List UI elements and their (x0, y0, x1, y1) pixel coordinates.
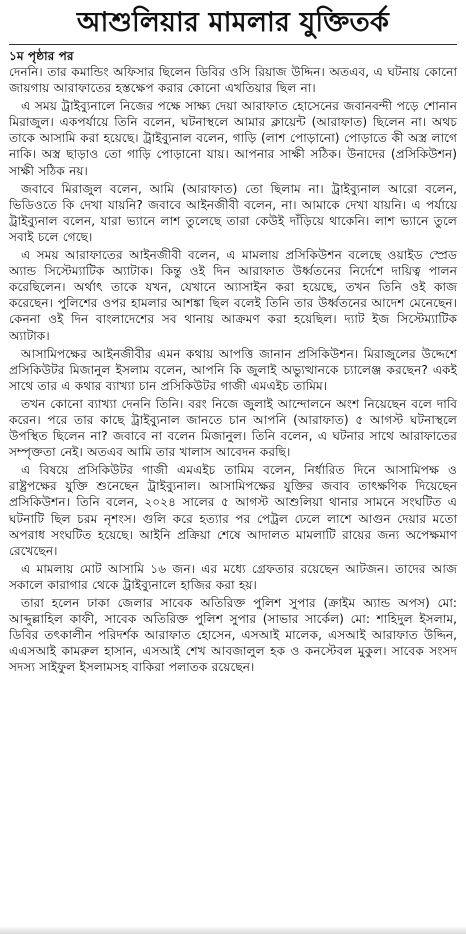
article-paragraph: এ সময় আরাফাতের আইনজীবী বলেন, এ মামলায় প্রসিকিউশন বলেছে ওয়াইড স্প্রেড অ্যান্ড সিস্টেম্যাটিক অ্যাটাক। কিন্তু ওই দিন আরাফাত উর্ধ্বতনের নির্দেশে দায়িত্ব পালন করেছিলেন। অর্থাৎ তাকে যখন, যেখানে অ্যাসাইন করা হয়েছে, তখন তিনি ওই কাজ করেছেন। পুলিশের ওপর হামলার আশঙ্কা ছিল বলেই তিনি তার উর্ধ্বতনের আদেশ মেনেছেন। কেননা ওই দিন বাংলাদেশের সব থানায় আক্রমণ করা হয়েছিল। দ্যাট ইজ সিস্টেম্যাটিক অ্যাটাক। (9, 248, 457, 343)
article-paragraph: এ বিষয়ে প্রসিকিউটর গাজী এমএইচ তামিম বলেন, নির্ধারিত দিনে আসামিপক্ষ ও রাষ্ট্রপক্ষের যুক্তি শুনেছেন ট্রাইব্যুনাল। আসামিপক্ষের যুক্তির জবাব তাৎক্ষণিক দিয়েছেন প্রসিকিউশন। তিনি বলেন, ২০২৪ সালের ৫ আগস্ট আশুলিয়া থানার সামনে সংঘটিত এ ঘটনাটি ছিল চরম নৃশংস। গুলি করে হত্যার পর পেট্রল ঢেলে লাশে আগুন দেয়ার মতো অপরাধ সংঘটিত হয়েছে। আইনি প্রক্রিয়া শেষে আদালত মামলাটি রায়ের জন্য অপেক্ষমাণ রেখেছেন। (9, 463, 457, 558)
article-paragraph: দেননি। তার কমান্ডিং অফিসার ছিলেন ডিবির ওসি রিয়াজ উদ্দিন। অতএব, এ ঘটনায় কোনো জায়গায় আরাফাতের হস্তক্ষেপ করার কোনো এখতিয়ার ছিল না। (9, 65, 457, 96)
article-paragraph: তারা হলেন ঢাকা জেলার সাবেক অতিরিক্ত পুলিশ সুপার (ক্রাইম অ্যান্ড অপস) মো: আব্দুল্লাহিল কাফী, সাবেক অতিরিক্ত পুলিশ সুপার (সাভার সার্কেল) মো: শাহিদুল ইসলাম, ডিবির তৎকালীন পরিদর্শক আরাফাত হোসেন, এসআই মালেক, এসআই আরাফাত উদ্দিন, এএসআই কামরুল হাসান, এসআই শেখ আবজালুল হক ও কনস্টেবল মুকুল। সাবেক সংসদ সদস্য সাইফুল ইসলামসহ বাকিরা পলাতক রয়েছেন। (9, 596, 457, 675)
article-paragraph: আসামিপক্ষের আইনজীবীর এমন কথায় আপত্তি জানান প্রসিকিউশন। মিরাজুলের উদ্দেশে প্রসিকিউটর মিজানুল ইসলাম বলেন, আপনি কি জুলাই অভ্যুত্থানকে চ্যালেঞ্জ করছেন? একই সাথে তার এ কথার ব্যাখ্যা চান প্রসিকিউটর গাজী এমএইচ তামিম। (9, 346, 457, 393)
article-paragraph: এ সময় ট্রাইব্যুনালে নিজের পক্ষে সাক্ষ্য দেয়া আরাফাত হোসেনের জবানবন্দী পড়ে শোনান মিরাজুল। একপর্যায়ে তিনি বলেন, ঘটনাস্থলে আমার ক্লায়েন্ট (আরাফাত) ছিলেন না। অথচ তাকে আসামি করা হয়েছে। ট্রাইব্যুনাল বলেন, গাড়ি (লাশ পোড়ানো) পোড়াতে কী অস্ত্র লাগে নাকি। অস্ত্র ছাড়াও তো গাড়ি পোড়ানো যায়। আপনার সাক্ষী সঠিক। উনাদের (প্রসিকিউশন) সাক্ষী সঠিক নয়। (9, 99, 457, 178)
article-paragraph: এ মামলায় মোট আসামি ১৬ জন। এর মধ্যে গ্রেফতার রয়েছেন আটজন। তাদের আজ সকালে কারাগার থেকে ট্রাইব্যুনালে হাজির করা হয়। (9, 561, 457, 592)
page-bottom-edge (0, 926, 466, 934)
article-paragraph: জবাবে মিরাজুল বলেন, আমি (আরাফাত) তো ছিলাম না। ট্রাইব্যুনাল আরো বলেন, ভিডিওতে কি দেখা যায়নি? জবাবে আইনজীবী বলেন, না। আমাকে দেখা যায়নি। এ পর্যায়ে ট্রাইব্যুনাল বলেন, যারা ভ্যানে লাশ তুলেছে তারা কেউই দাঁড়িয়ে থাকেনি। লাশ ভ্যানে তুলে সবাই চলে গেছে। (9, 181, 457, 244)
continued-from-label: ১ম পৃষ্ঠার পর (9, 49, 74, 63)
article-paragraph: তখন কোনো ব্যাখ্যা দেননি তিনি। বরং নিজে জুলাই আন্দোলনে অংশ নিয়েছেন বলে দাবি করেন। পরে তার কাছে ট্রাইব্যুনাল জানতে চান আপনি (আরাফাত) ৫ আগস্ট ঘটনাস্থলে উপস্থিত ছিলেন না? জবাবে না বলেন মিজানুল। তিনি বলেন, এ ঘটনার সাথে আরাফাতের সম্পৃক্ততা নেই। অতএব আমি তার খালাস আবেদন করছি। (9, 396, 457, 460)
article-headline: আশুলিয়ার মামলার যুক্তিতর্ক (76, 7, 390, 38)
headline-divider (9, 44, 457, 45)
